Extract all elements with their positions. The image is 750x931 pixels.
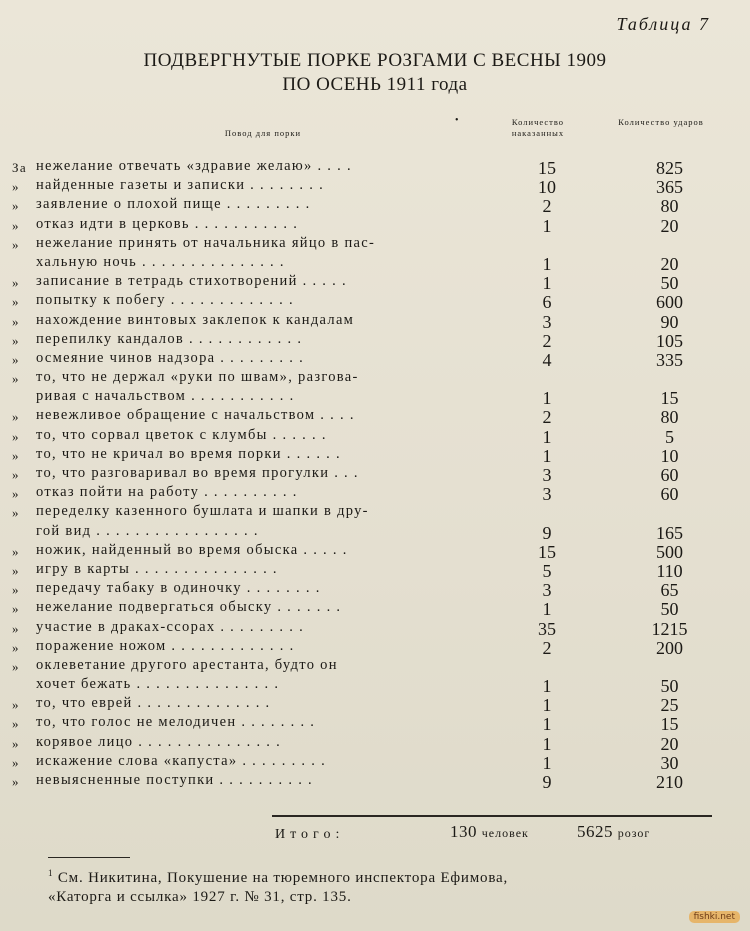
row-reason-text: участие в драках-ссорах . . . . . . . . .	[36, 618, 305, 635]
table-row	[12, 273, 727, 292]
row-reason-text: заявление о плохой пище . . . . . . . . .	[36, 196, 311, 213]
table-row	[12, 158, 727, 177]
row-blows: 90	[660, 311, 679, 332]
table-row	[12, 388, 727, 407]
row-blows: 600	[656, 292, 683, 313]
row-blows: 15	[660, 388, 679, 409]
row-reason-text: оклеветание другого арестанта, будто он	[36, 656, 338, 673]
row-lead-mark: »	[12, 716, 20, 732]
table-row	[12, 676, 727, 695]
row-blows: 65	[660, 580, 679, 601]
row-count: 1	[542, 273, 552, 294]
table-row	[12, 734, 727, 753]
row-count: 2	[542, 330, 552, 351]
row-blows: 50	[660, 676, 679, 697]
row-blows: 110	[656, 560, 683, 581]
table-row	[12, 599, 727, 618]
row-count: 9	[542, 772, 552, 792]
row-reason-text: то, что голос не мелодичен . . . . . . . .	[36, 714, 316, 731]
row-count: 5	[542, 560, 552, 581]
row-lead-mark: »	[12, 620, 20, 636]
row-lead-mark: »	[12, 275, 20, 291]
row-reason-text: нежелание подвергаться обыску . . . . . . .	[36, 599, 342, 616]
row-reason-text: то, что разговаривал во время прогулки . . .	[36, 465, 359, 481]
row-reason-text: то, что еврей . . . . . . . . . . . . . .	[36, 695, 271, 712]
row-count: 2	[542, 407, 552, 428]
row-reason-text: передачу табаку в одиночку . . . . . . . .	[36, 580, 321, 597]
table-row	[12, 407, 727, 426]
row-count: 1	[542, 733, 552, 754]
row-reason-text: игру в карты . . . . . . . . . . . . . . .	[36, 560, 278, 577]
row-blows: 80	[660, 407, 679, 428]
footnote-marker: 1	[48, 868, 54, 878]
row-reason-text: ножик, найденный во время обыска . . . . .	[36, 541, 348, 558]
row-count: 3	[542, 484, 552, 505]
row-reason-text: поражение ножом . . . . . . . . . . . . .	[36, 637, 295, 654]
row-reason-text: невыясненные поступки . . . . . . . . . .	[36, 772, 313, 788]
row-blows: 60	[660, 465, 679, 485]
row-reason-text: нахождение винтовых заклепок к кандалам	[36, 311, 355, 328]
column-header-reason: Повод для порки	[224, 128, 302, 138]
row-lead-mark: »	[12, 582, 20, 598]
totals-count-value: 130	[450, 822, 477, 841]
row-reason-text: переделку казенного бушлата и шапки в дру-	[36, 503, 369, 520]
table-row	[12, 216, 727, 235]
row-blows: 165	[656, 522, 683, 543]
row-lead-mark: »	[12, 754, 20, 770]
table-row	[12, 753, 727, 772]
row-reason-text: невежливое обращение с начальством . . . .	[36, 407, 355, 424]
row-count: 1	[542, 388, 552, 409]
row-count: 1	[542, 215, 552, 236]
row-reason-text: хочет бежать . . . . . . . . . . . . . . .	[36, 676, 280, 693]
table-body	[12, 158, 727, 791]
row-lead-mark: »	[12, 236, 20, 252]
row-lead-mark: »	[12, 639, 20, 655]
row-reason-text: гой вид . . . . . . . . . . . . . . . . .	[36, 522, 259, 539]
row-count: 10	[538, 177, 556, 198]
header-dot: •	[455, 115, 459, 126]
row-count: 15	[538, 541, 556, 562]
row-blows: 25	[660, 695, 679, 716]
row-reason-text: искажение слова «капуста» . . . . . . . . .	[36, 752, 327, 769]
row-count: 6	[542, 292, 552, 313]
totals-label: Итого:	[275, 827, 345, 842]
row-count: 15	[538, 158, 556, 178]
row-lead-mark: »	[12, 179, 20, 195]
totals-rule	[272, 815, 712, 817]
table-row	[12, 369, 727, 388]
row-lead-mark: »	[12, 332, 20, 348]
row-lead-mark: »	[12, 409, 20, 425]
footnote-line-1	[48, 868, 728, 887]
row-reason-text: отказ идти в церковь . . . . . . . . . . .	[36, 215, 299, 232]
row-reason-text: то, что сорвал цветок с клумбы . . . . . .	[36, 426, 327, 443]
row-blows: 10	[660, 445, 679, 466]
row-blows: 30	[660, 752, 679, 773]
table-row	[12, 503, 727, 522]
row-reason-text: попытку к побегу . . . . . . . . . . . . .	[36, 292, 294, 309]
row-blows: 365	[656, 177, 683, 198]
table-row	[12, 196, 727, 215]
totals-blows-value: 5625	[577, 822, 613, 841]
row-lead-mark: »	[12, 351, 20, 367]
row-count: 1	[542, 253, 552, 274]
row-lead-mark: За	[12, 160, 27, 175]
row-count: 1	[542, 695, 552, 716]
totals-blows-unit: розог	[617, 826, 651, 840]
row-lead-mark: »	[12, 217, 20, 233]
table-row	[12, 235, 727, 254]
table-row	[12, 465, 727, 484]
row-reason-text: корявое лицо . . . . . . . . . . . . . . .	[36, 733, 282, 750]
row-blows: 1215	[651, 618, 688, 639]
column-header-blows: Количество ударов	[618, 117, 704, 127]
row-blows: 200	[656, 637, 683, 658]
row-blows: 50	[660, 599, 679, 620]
row-blows: 20	[660, 733, 679, 754]
row-lead-mark: »	[12, 697, 20, 713]
row-lead-mark: »	[12, 562, 20, 578]
row-count: 1	[542, 445, 552, 466]
row-blows: 210	[656, 772, 683, 792]
row-lead-mark: »	[12, 486, 20, 502]
row-lead-mark: »	[12, 505, 20, 521]
row-blows: 500	[656, 541, 683, 562]
row-lead-mark: »	[12, 371, 20, 387]
row-blows: 80	[660, 196, 679, 217]
row-reason-text: ривая с начальством . . . . . . . . . . .	[36, 388, 295, 405]
row-blows: 60	[660, 484, 679, 505]
row-count: 1	[542, 599, 552, 620]
table-row	[12, 446, 727, 465]
totals-count	[450, 822, 529, 842]
footnote-rule	[48, 857, 130, 858]
row-count: 1	[542, 426, 552, 447]
row-lead-mark: »	[12, 447, 20, 463]
table-row	[12, 542, 727, 561]
table-row	[12, 619, 727, 638]
table-row	[12, 638, 727, 657]
row-lead-mark: »	[12, 198, 20, 214]
table-row	[12, 523, 727, 542]
row-reason-text: то, что не кричал во время порки . . . . . .	[36, 445, 341, 462]
row-blows: 50	[660, 273, 679, 294]
table-row	[12, 484, 727, 503]
row-lead-mark: »	[12, 428, 20, 444]
row-count: 1	[542, 676, 552, 697]
footnote-line-2: «Каторга и ссылка» 1927 г. № 31, стр. 135.	[48, 889, 352, 905]
table-row	[12, 772, 727, 791]
table-row	[12, 312, 727, 331]
row-lead-mark: »	[12, 735, 20, 751]
row-lead-mark: »	[12, 313, 20, 329]
row-reason-text: найденные газеты и записки . . . . . . . .	[36, 177, 325, 194]
row-blows: 20	[660, 253, 679, 274]
table-row	[12, 427, 727, 446]
row-count: 3	[542, 465, 552, 485]
row-lead-mark: »	[12, 294, 20, 310]
row-reason-text: осмеяние чинов надзора . . . . . . . . .	[36, 349, 305, 366]
row-count: 2	[542, 196, 552, 217]
row-count: 35	[538, 618, 556, 639]
row-reason-text: нежелание принять от начальника яйцо в пас-	[36, 234, 376, 251]
table-row	[12, 657, 727, 676]
row-blows: 15	[660, 714, 679, 735]
row-count: 3	[542, 580, 552, 601]
table-row	[12, 695, 727, 714]
row-reason-text: перепилку кандалов . . . . . . . . . . . .	[36, 330, 303, 347]
table-row	[12, 331, 727, 350]
row-lead-mark: »	[12, 467, 20, 482]
table-row	[12, 177, 727, 196]
table-row	[12, 714, 727, 733]
column-header-count: Количество наказанных	[511, 117, 565, 138]
row-blows: 825	[656, 158, 683, 178]
row-reason-text: отказ пойти на работу . . . . . . . . . .	[36, 484, 298, 501]
table-title-line-2: ПО ОСЕНЬ 1911 года	[282, 74, 468, 95]
table-row	[12, 254, 727, 273]
row-reason-text: нежелание отвечать «здравие желаю» . . . .	[36, 158, 352, 174]
table-row	[12, 561, 727, 580]
table-caption: Таблица 7	[616, 14, 710, 34]
table-row	[12, 292, 727, 311]
footnote-text-1: См. Никитина, Покушение на тюремного инспектора Ефимова,	[57, 870, 509, 886]
row-blows: 5	[665, 426, 674, 447]
row-lead-mark: »	[12, 543, 20, 559]
table-title-line-1: ПОДВЕРГНУТЫЕ ПОРКЕ РОЗГАМИ С ВЕСНЫ 1909	[143, 50, 607, 71]
row-reason-text: хальную ночь . . . . . . . . . . . . . . .	[36, 253, 285, 270]
row-count: 3	[542, 311, 552, 332]
row-reason-text: то, что не держал «руки по швам», разгова-	[36, 369, 359, 386]
watermark-badge: fishki.net	[689, 911, 740, 923]
row-blows: 20	[660, 215, 679, 236]
row-reason-text: записание в тетрадь стихотворений . . . . .	[36, 273, 347, 290]
table-row	[12, 580, 727, 599]
row-count: 9	[542, 522, 552, 543]
table-row	[12, 350, 727, 369]
row-blows: 105	[656, 330, 683, 351]
totals-count-unit: человек	[481, 826, 529, 840]
row-count: 4	[542, 349, 552, 370]
row-count: 1	[542, 752, 552, 773]
totals-blows	[577, 822, 650, 842]
row-count: 1	[542, 714, 552, 735]
row-lead-mark: »	[12, 658, 20, 674]
row-blows: 335	[656, 349, 683, 370]
row-count: 2	[542, 637, 552, 658]
row-lead-mark: »	[12, 601, 20, 617]
row-lead-mark: »	[12, 774, 20, 789]
